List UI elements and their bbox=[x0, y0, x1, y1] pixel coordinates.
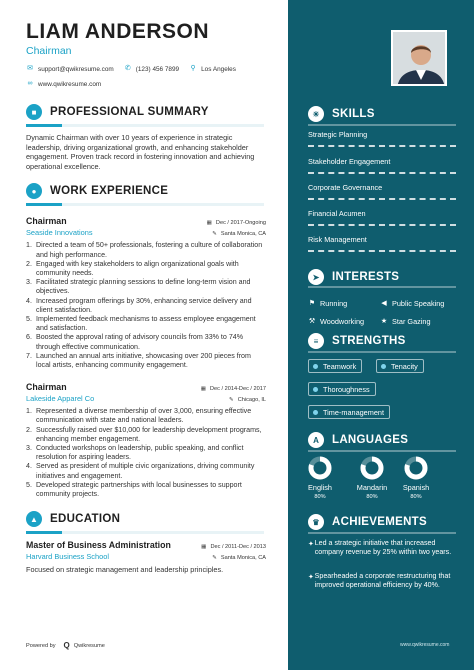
candidate-title: Chairman bbox=[26, 45, 72, 57]
pin-icon: ✎ bbox=[212, 231, 217, 238]
website-text: www.qwikresume.com bbox=[38, 80, 102, 88]
website-item[interactable] bbox=[26, 80, 274, 88]
summary-header bbox=[26, 104, 274, 120]
achievements-header bbox=[308, 514, 427, 530]
skill-level-bar bbox=[308, 172, 456, 174]
skill-level-bar bbox=[308, 145, 456, 147]
envelope-icon: ✉ bbox=[27, 65, 33, 72]
education-title: EDUCATION bbox=[50, 513, 121, 526]
interest-item: ⚒ Woodworking bbox=[308, 316, 365, 326]
list-item: 2. Successfully raised over $10,000 for leadership development programs, enhancing member engagement. bbox=[26, 425, 262, 443]
location-text: Los Angeles bbox=[201, 65, 236, 73]
brand-logo-icon: Q bbox=[63, 641, 70, 650]
job-entry-1 bbox=[26, 216, 266, 370]
calendar-icon: ▦ bbox=[201, 544, 207, 551]
languages-title: LANGUAGES bbox=[332, 434, 409, 446]
map-pin-icon: ⚲ bbox=[190, 65, 196, 72]
language-item: English 80% bbox=[302, 456, 338, 500]
profile-photo bbox=[391, 30, 447, 86]
translate-icon: A bbox=[308, 432, 324, 448]
powered-by-text: Powered by bbox=[26, 642, 56, 649]
job-company: Seaside Innovations bbox=[26, 228, 93, 238]
degree-name: Master of Business Administration bbox=[26, 540, 171, 551]
calendar-icon: ▦ bbox=[206, 220, 212, 227]
education-description: Focused on strategic management and leadership principles. bbox=[26, 565, 224, 575]
briefcase-icon: ■ bbox=[26, 104, 42, 120]
school-name: Harvard Business School bbox=[26, 552, 109, 562]
job-location: Santa Monica, CA bbox=[220, 231, 266, 238]
job-date: Dec / 2014-Dec / 2017 bbox=[210, 386, 266, 393]
interest-item: ⚑ Running bbox=[308, 298, 348, 308]
strengths-title: STRENGTHS bbox=[332, 335, 406, 347]
skill-level-bar bbox=[308, 224, 456, 226]
languages-header bbox=[308, 432, 408, 448]
list-item: 7. Launched an annual arts initiative, showcasing over 200 pieces from local artists, enhancing community engagement. bbox=[26, 351, 251, 370]
section-divider bbox=[26, 203, 264, 206]
job-title: Chairman bbox=[26, 216, 67, 227]
achievement-item: ✦ Led a strategic initiative that increased company revenue by 25% within two years. bbox=[308, 539, 452, 557]
job-bullets bbox=[26, 241, 266, 370]
avatar bbox=[393, 32, 447, 86]
summary-title: PROFESSIONAL SUMMARY bbox=[50, 106, 209, 118]
skill-level-bar bbox=[308, 250, 456, 252]
section-divider bbox=[308, 450, 456, 452]
section-divider bbox=[308, 532, 456, 534]
summary-text: Dynamic Chairman with over 10 years of experience in strategic leadership, driving organizational growth, and enhancing stakeholder engagement. Proven track record in fostering innovation and achieving operational excellence. bbox=[26, 133, 255, 171]
footer-site[interactable]: www.qwikresume.com bbox=[400, 642, 450, 648]
interests-list bbox=[308, 292, 458, 328]
phone-item[interactable] bbox=[124, 65, 179, 73]
skill-item: Corporate Governance bbox=[308, 183, 456, 200]
skill-item: Risk Management bbox=[308, 235, 456, 252]
achievement-item: ✦ Spearheaded a corporate restructuring that improved operational efficiency by 40%. bbox=[308, 572, 451, 590]
strength-chip: Thoroughness bbox=[308, 382, 376, 396]
section-divider bbox=[26, 124, 264, 127]
experience-title: WORK EXPERIENCE bbox=[50, 185, 169, 198]
megaphone-icon: ◀ bbox=[381, 300, 387, 307]
pin-icon: ✎ bbox=[212, 555, 217, 562]
list-item: 3. Conducted workshops on leadership, public speaking, and conflict resolution for aspiring leaders. bbox=[26, 444, 244, 462]
chart-icon: ≡ bbox=[308, 333, 324, 349]
email-text: support@qwikresume.com bbox=[38, 65, 114, 73]
phone-text: (123) 456 7899 bbox=[135, 65, 180, 73]
person-icon: ● bbox=[26, 183, 42, 199]
lightbulb-icon: ☀ bbox=[308, 106, 324, 122]
phone-icon: ✆ bbox=[124, 65, 131, 72]
strength-chip: Tenacity bbox=[376, 359, 424, 373]
job-date: Dec / 2017-Ongoing bbox=[215, 220, 266, 227]
graduation-cap-icon: ▲ bbox=[26, 511, 42, 527]
education-date: Dec / 2011-Dec / 2013 bbox=[210, 544, 266, 551]
skill-item: Financial Acumen bbox=[308, 209, 456, 226]
education-location: Santa Monica, CA bbox=[220, 555, 266, 562]
interest-item: ★ Star Gazing bbox=[380, 316, 431, 326]
email-item[interactable] bbox=[26, 65, 114, 73]
footer bbox=[26, 641, 105, 650]
skills-title: SKILLS bbox=[332, 108, 375, 120]
experience-header bbox=[26, 183, 274, 199]
list-item: 1. Represented a diverse membership of over 3,000, ensuring effective communication with state and national leaders. bbox=[26, 407, 252, 425]
education-header bbox=[26, 511, 274, 527]
skill-item: Strategic Planning bbox=[308, 130, 456, 147]
star-icon: ★ bbox=[380, 318, 388, 325]
contact-row bbox=[26, 65, 274, 73]
interest-item: ◀ Public Speaking bbox=[381, 298, 445, 308]
list-item: 4. Increased program offerings by 30%, enhancing service delivery and client satisfaction. bbox=[26, 296, 252, 314]
list-item: 2. Engaged with key stakeholders to align organizational goals with community needs. bbox=[26, 259, 239, 277]
section-divider bbox=[308, 351, 456, 353]
language-item: Mandarin 80% bbox=[354, 456, 390, 500]
list-item: 5. Implemented feedback mechanisms to assess employee engagement and satisfaction. bbox=[26, 315, 256, 333]
list-item: 1. Directed a team of 50+ professionals, fostering a culture of collaboration and high performance. bbox=[26, 241, 263, 259]
list-item: 3. Facilitated strategic planning sessions to define long-term vision and objectives. bbox=[26, 278, 251, 296]
trophy-icon: ♛ bbox=[308, 514, 324, 530]
language-level-ring bbox=[360, 456, 384, 480]
sidebar bbox=[288, 0, 474, 670]
calendar-icon: ▦ bbox=[200, 386, 207, 393]
interests-header bbox=[308, 269, 399, 285]
job-location: Chicago, IL bbox=[237, 397, 266, 404]
skill-level-bar bbox=[308, 198, 456, 200]
strength-chip: Teamwork bbox=[308, 359, 362, 373]
language-item: Spanish 80% bbox=[398, 456, 434, 500]
strength-chip: Time-management bbox=[308, 405, 390, 419]
hammer-icon: ⚒ bbox=[308, 318, 316, 325]
language-level-ring bbox=[308, 456, 332, 480]
paper-plane-icon: ➤ bbox=[308, 269, 324, 285]
section-divider bbox=[308, 286, 456, 288]
location-item bbox=[189, 65, 236, 73]
job-bullets bbox=[26, 407, 266, 499]
list-item: 6. Boosted the approval rating of advisory councils from 33% to 74% through effective communication. bbox=[26, 333, 244, 351]
education-entry bbox=[26, 540, 266, 574]
brand-name[interactable]: Qwikresume bbox=[73, 642, 105, 649]
list-item: 5. Developed strategic partnerships with local businesses to support community projects. bbox=[26, 480, 242, 499]
running-icon: ⚑ bbox=[308, 300, 316, 307]
sparkle-icon: ✦ bbox=[308, 574, 314, 581]
achievements-title: ACHIEVEMENTS bbox=[332, 516, 427, 528]
job-title: Chairman bbox=[26, 382, 67, 393]
job-company: Lakeside Apparel Co bbox=[26, 394, 95, 404]
link-icon: ∞ bbox=[27, 80, 33, 87]
section-divider bbox=[308, 124, 456, 126]
list-item: 4. Served as president of multiple civic organizations, driving community initiatives and engagement. bbox=[26, 462, 255, 480]
job-entry-2 bbox=[26, 382, 266, 499]
candidate-name: LIAM ANDERSON bbox=[26, 20, 210, 43]
sparkle-icon: ✦ bbox=[308, 541, 314, 548]
skills-header bbox=[308, 106, 375, 122]
interests-title: INTERESTS bbox=[332, 271, 400, 283]
pin-icon: ✎ bbox=[229, 397, 234, 404]
strengths-header bbox=[308, 333, 406, 349]
language-level-ring bbox=[404, 456, 428, 480]
skill-item: Stakeholder Engagement bbox=[308, 157, 456, 174]
section-divider bbox=[26, 531, 264, 534]
